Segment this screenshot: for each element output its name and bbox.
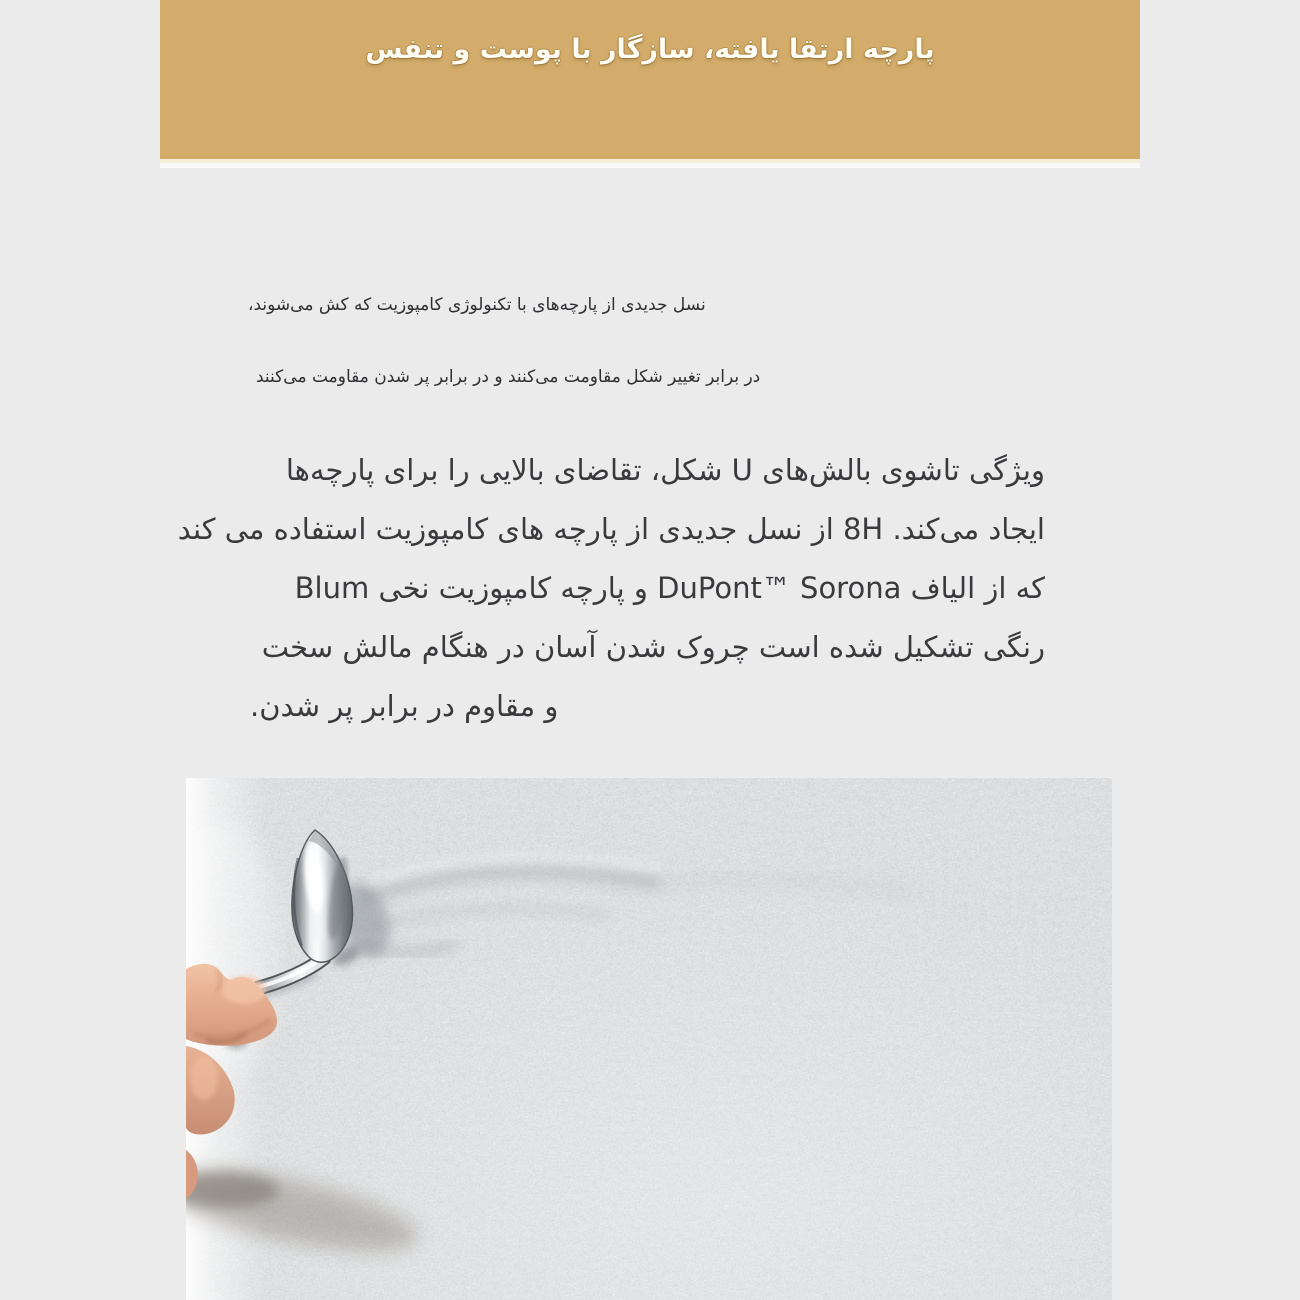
description-line: ویژگی تاشوی بالش‌های U شکل، تقاضای بالایی را برای پارچه‌ها (285, 453, 1045, 487)
intro-line-1: نسل جدیدی از پارچه‌های با تکنولوژی کامپوزیت که کش می‌شوند، (248, 295, 706, 315)
description-line: و مقاوم در برابر پر شدن. (250, 689, 559, 723)
description-line: که از الیاف DuPont™ Sorona و پارچه کامپوزیت نخی Blum (294, 571, 1045, 605)
description-paragraph (177, 441, 1045, 736)
banner-title: پارچه ارتقا یافته، سازگار با پوست و تنفس (365, 34, 935, 65)
description-line: ایجاد می‌کند. 8H از نسل جدیدی از پارچه های کامپوزیت استفاده می کند (177, 512, 1045, 546)
intro-line-2: در برابر تغییر شکل مقاومت می‌کنند و در برابر پر شدن مقاومت می‌کنند (256, 367, 761, 387)
header-banner (160, 0, 1140, 163)
fabric-spoon-photo (186, 778, 1112, 1300)
description-line: رنگی تشکیل شده است چروک شدن آسان در هنگام مالش سخت (261, 630, 1045, 664)
product-photo (186, 778, 1112, 1300)
